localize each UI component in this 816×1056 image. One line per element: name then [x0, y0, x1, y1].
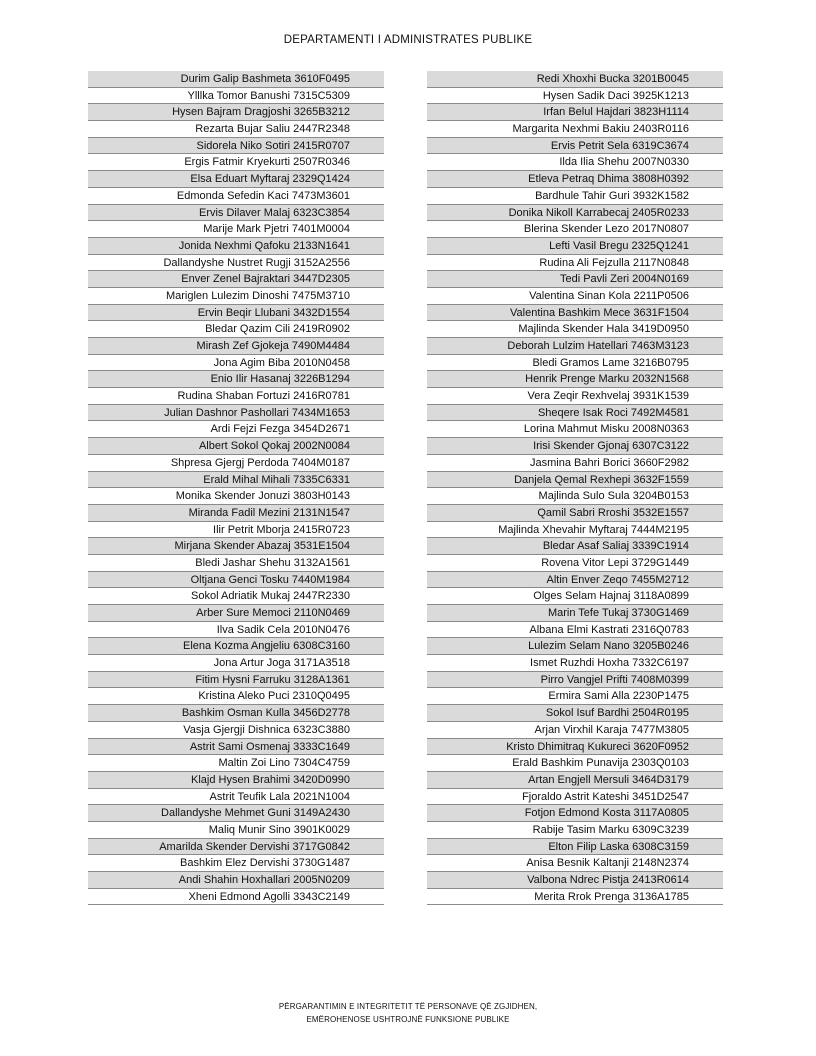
list-row: Valentina Sinan Kola 2211P0506	[427, 288, 723, 305]
list-row: Bashkim Osman Kulla 3456D2778	[88, 705, 384, 722]
list-row: Shpresa Gjergj Perdoda 7404M0187	[88, 455, 384, 472]
list-row: Hysen Bajram Dragjoshi 3265B3212	[88, 104, 384, 121]
list-row: Lulezim Selam Nano 3205B0246	[427, 638, 723, 655]
list-row: Arber Sure Memoci 2110N0469	[88, 605, 384, 622]
list-row: Fotjon Edmond Kosta 3117A0805	[427, 805, 723, 822]
list-row: Erald Bashkim Punavija 2303Q0103	[427, 755, 723, 772]
list-row: Tedi Pavli Zeri 2004N0169	[427, 271, 723, 288]
list-row: Fitim Hysni Farruku 3128A1361	[88, 672, 384, 689]
list-row: Blerina Skender Lezo 2017N0807	[427, 221, 723, 238]
list-row: Bashkim Elez Dervishi 3730G1487	[88, 855, 384, 872]
list-row: Pirro Vangjel Prifti 7408M0399	[427, 672, 723, 689]
list-row: Rudina Shaban Fortuzi 2416R0781	[88, 388, 384, 405]
list-row: Ismet Ruzhdi Hoxha 7332C6197	[427, 655, 723, 672]
list-row: Ilda Ilia Shehu 2007N0330	[427, 154, 723, 171]
list-row: Andi Shahin Hoxhallari 2005N0209	[88, 872, 384, 889]
list-row: Jona Artur Joga 3171A3518	[88, 655, 384, 672]
list-row: Rudina Ali Fejzulla 2117N0848	[427, 255, 723, 272]
list-row: Sokol Adriatik Mukaj 2447R2330	[88, 588, 384, 605]
list-row: Ergis Fatmir Kryekurti 2507R0346	[88, 154, 384, 171]
list-row: Henrik Prenge Marku 2032N1568	[427, 371, 723, 388]
list-row: Erald Mihal Mihali 7335C6331	[88, 472, 384, 489]
list-row: Marije Mark Pjetri 7401M0004	[88, 221, 384, 238]
list-row: Lorina Mahmut Misku 2008N0363	[427, 421, 723, 438]
list-row: Irisi Skender Gjonaj 6307C3122	[427, 438, 723, 455]
footer-line-2: EMËROHENOSE USHTROJNË FUNKSIONE PUBLIKE	[306, 1015, 510, 1024]
list-row: Monika Skender Jonuzi 3803H0143	[88, 488, 384, 505]
list-row: Valentina Bashkim Mece 3631F1504	[427, 305, 723, 322]
list-row: Maltin Zoi Lino 7304C4759	[88, 755, 384, 772]
list-row: Sheqere Isak Roci 7492M4581	[427, 405, 723, 422]
list-row: Astrit Teufik Lala 2021N1004	[88, 789, 384, 806]
list-row: Majlinda Sulo Sula 3204B0153	[427, 488, 723, 505]
list-row: Irfan Belul Hajdari 3823H1114	[427, 104, 723, 121]
list-row: Durim Galip Bashmeta 3610F0495	[88, 71, 384, 88]
list-row: Majlinda Skender Hala 3419D0950	[427, 321, 723, 338]
list-row: Ilir Petrit Mborja 2415R0723	[88, 522, 384, 539]
list-row: Jona Agim Biba 2010N0458	[88, 355, 384, 372]
list-row: Sidorela Niko Sotiri 2415R0707	[88, 138, 384, 155]
list-row: Redi Xhoxhi Bucka 3201B0045	[427, 71, 723, 88]
footer	[0, 1000, 816, 1026]
list-row: Qamil Sabri Rroshi 3532E1557	[427, 505, 723, 522]
list-row: Altin Enver Zeqo 7455M2712	[427, 572, 723, 589]
list-row: Mirash Zef Gjokeja 7490M4484	[88, 338, 384, 355]
list-row: Kristo Dhimitraq Kukureci 3620F0952	[427, 739, 723, 756]
left-name-list	[88, 71, 384, 905]
list-row: Elena Kozma Angjeliu 6308C3160	[88, 638, 384, 655]
list-row: Elton Filip Laska 6308C3159	[427, 839, 723, 856]
list-row: Valbona Ndrec Pistja 2413R0614	[427, 872, 723, 889]
list-row: Hysen Sadik Daci 3925K1213	[427, 88, 723, 105]
list-row: Vera Zeqir Rexhvelaj 3931K1539	[427, 388, 723, 405]
list-row: Merita Rrok Prenga 3136A1785	[427, 889, 723, 906]
list-row: Kristina Aleko Puci 2310Q0495	[88, 688, 384, 705]
list-row: Bledar Qazim Cili 2419R0902	[88, 321, 384, 338]
list-row: Deborah Lulzim Hatellari 7463M3123	[427, 338, 723, 355]
list-row: Mariglen Lulezim Dinoshi 7475M3710	[88, 288, 384, 305]
list-row: Julian Dashnor Pashollari 7434M1653	[88, 405, 384, 422]
list-row: Olges Selam Hajnaj 3118A0899	[427, 588, 723, 605]
list-row: Ervis Petrit Sela 6319C3674	[427, 138, 723, 155]
list-row: Dallandyshe Mehmet Guni 3149A2430	[88, 805, 384, 822]
list-row: Klajd Hysen Brahimi 3420D0990	[88, 772, 384, 789]
list-row: Maliq Munir Sino 3901K0029	[88, 822, 384, 839]
list-row: Amarilda Skender Dervishi 3717G0842	[88, 839, 384, 856]
list-row: Rezarta Bujar Saliu 2447R2348	[88, 121, 384, 138]
list-row: Edmonda Sefedin Kaci 7473M3601	[88, 188, 384, 205]
list-row: Elsa Eduart Myftaraj 2329Q1424	[88, 171, 384, 188]
list-row: Oltjana Genci Tosku 7440M1984	[88, 572, 384, 589]
list-row: Enio Ilir Hasanaj 3226B1294	[88, 371, 384, 388]
list-row: Artan Engjell Mersuli 3464D3179	[427, 772, 723, 789]
list-row: Marin Tefe Tukaj 3730G1469	[427, 605, 723, 622]
list-row: Ilva Sadik Cela 2010N0476	[88, 622, 384, 639]
list-row: Ylllka Tomor Banushi 7315C5309	[88, 88, 384, 105]
list-row: Vasja Gjergji Dishnica 6323C3880	[88, 722, 384, 739]
list-row: Donika Nikoll Karrabecaj 2405R0233	[427, 205, 723, 222]
list-row: Rovena Vitor Lepi 3729G1449	[427, 555, 723, 572]
list-row: Margarita Nexhmi Bakiu 2403R0116	[427, 121, 723, 138]
list-row: Ervin Beqir Llubani 3432D1554	[88, 305, 384, 322]
list-row: Mirjana Skender Abazaj 3531E1504	[88, 538, 384, 555]
list-row: Bledi Gramos Lame 3216B0795	[427, 355, 723, 372]
list-row: Astrit Sami Osmenaj 3333C1649	[88, 739, 384, 756]
list-row: Jasmina Bahri Borici 3660F2982	[427, 455, 723, 472]
list-row: Jonida Nexhmi Qafoku 2133N1641	[88, 238, 384, 255]
list-row: Ermira Sami Alla 2230P1475	[427, 688, 723, 705]
page-title: DEPARTAMENTI I ADMINISTRATES PUBLIKE	[283, 34, 533, 46]
list-row: Arjan Virxhil Karaja 7477M3805	[427, 722, 723, 739]
footer-line-1: PËRGARANTIMIN E INTEGRITETIT TË PERSONAVE QË ZGJIDHEN,	[278, 1002, 538, 1011]
list-row: Bledar Asaf Saliaj 3339C1914	[427, 538, 723, 555]
list-row: Danjela Qemal Rexhepi 3632F1559	[427, 472, 723, 489]
list-row: Dallandyshe Nustret Rugji 3152A2556	[88, 255, 384, 272]
list-row: Miranda Fadil Mezini 2131N1547	[88, 505, 384, 522]
list-row: Bledi Jashar Shehu 3132A1561	[88, 555, 384, 572]
list-row: Xheni Edmond Agolli 3343C2149	[88, 889, 384, 906]
list-row: Sokol Isuf Bardhi 2504R0195	[427, 705, 723, 722]
list-row: Albana Elmi Kastrati 2316Q0783	[427, 622, 723, 639]
list-row: Ervis Dilaver Malaj 6323C3854	[88, 205, 384, 222]
list-row: Lefti Vasil Bregu 2325Q1241	[427, 238, 723, 255]
right-name-list	[427, 71, 723, 905]
list-row: Anisa Besnik Kaltanji 2148N2374	[427, 855, 723, 872]
list-row: Rabije Tasim Marku 6309C3239	[427, 822, 723, 839]
list-row: Enver Zenel Bajraktari 3447D2305	[88, 271, 384, 288]
list-row: Fjoraldo Astrit Kateshi 3451D2547	[427, 789, 723, 806]
list-row: Ardi Fejzi Fezga 3454D2671	[88, 421, 384, 438]
list-row: Bardhule Tahir Guri 3932K1582	[427, 188, 723, 205]
list-row: Etleva Petraq Dhima 3808H0392	[427, 171, 723, 188]
list-row: Majlinda Xhevahir Myftaraj 7444M2195	[427, 522, 723, 539]
list-row: Albert Sokol Qokaj 2002N0084	[88, 438, 384, 455]
